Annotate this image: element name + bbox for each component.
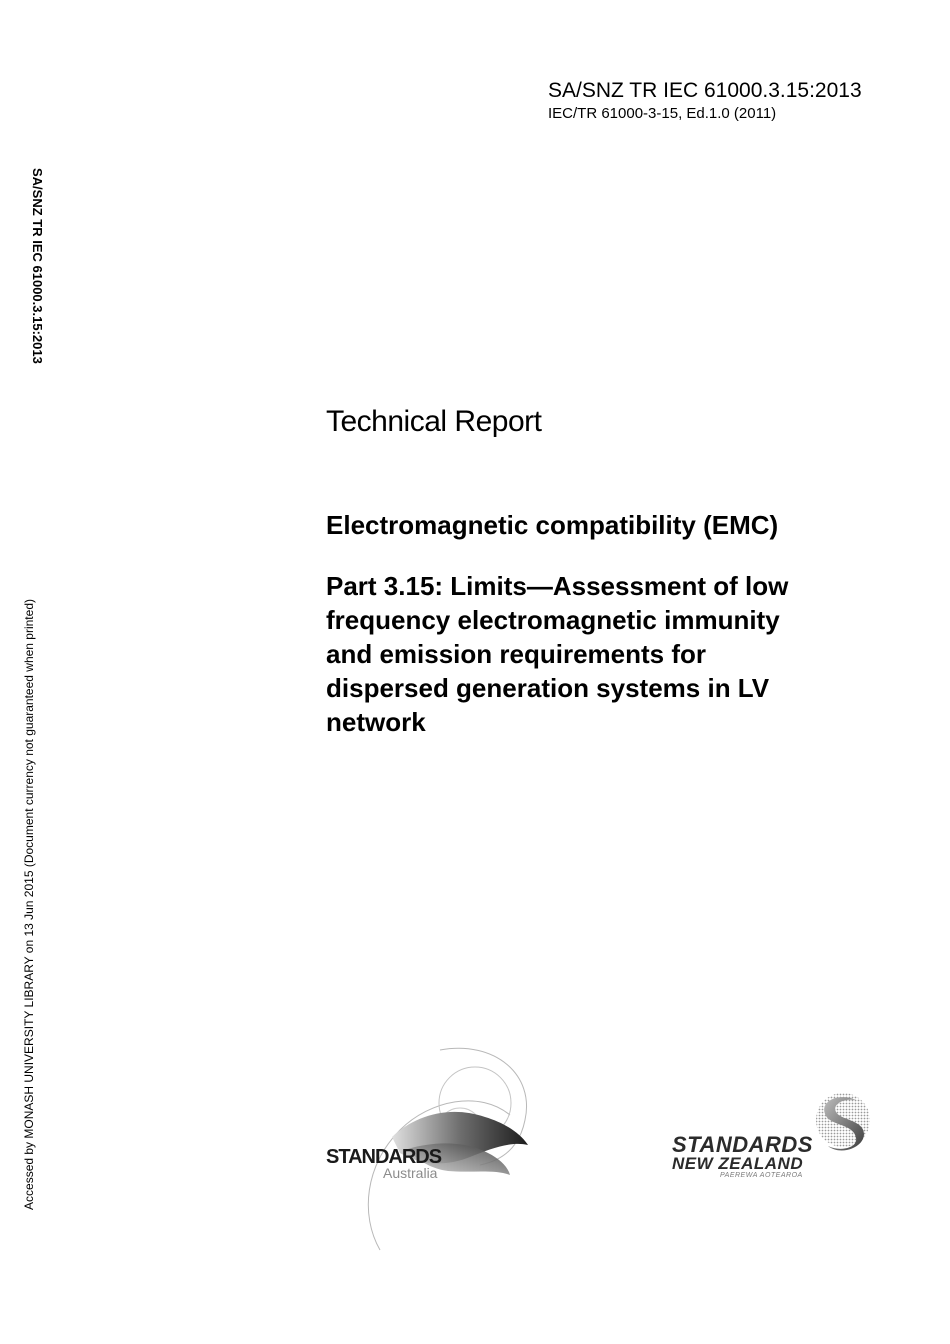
standards-nz-country: NEW ZEALAND (672, 1154, 804, 1173)
standards-nz-logo (668, 1090, 878, 1182)
international-code: IEC/TR 61000-3-15, Ed.1.0 (2011) (548, 105, 777, 122)
standards-nz-maori-name: PAEREWA AOTEAROA (720, 1172, 803, 1179)
standards-australia-country: Australia (383, 1165, 438, 1181)
standards-nz-word: STANDARDS (672, 1132, 813, 1157)
subtitle-line: network (326, 707, 426, 737)
subtitle-line: and emission requirements for (326, 639, 706, 669)
spine-code: SA/SNZ TR IEC 61000.3.15:2013 (30, 168, 45, 364)
subtitle-line: Part 3.15: Limits—Assessment of low (326, 571, 789, 601)
document-code-block (548, 78, 938, 123)
report-type: Technical Report (326, 405, 542, 438)
access-notice: Accessed by MONASH UNIVERSITY LIBRARY on 13 Jun 2015 (Document currency not guaranteed when printed) (22, 599, 36, 1210)
standards-australia-logo (320, 1045, 540, 1255)
document-subtitle (326, 569, 886, 739)
standard-code: SA/SNZ TR IEC 61000.3.15:2013 (548, 79, 862, 102)
subtitle-line: frequency electromagnetic immunity (326, 605, 780, 635)
subtitle-line: dispersed generation systems in LV (326, 673, 770, 703)
document-title: Electromagnetic compatibility (EMC) (326, 510, 779, 540)
standards-australia-word: STANDARDS (326, 1146, 442, 1168)
